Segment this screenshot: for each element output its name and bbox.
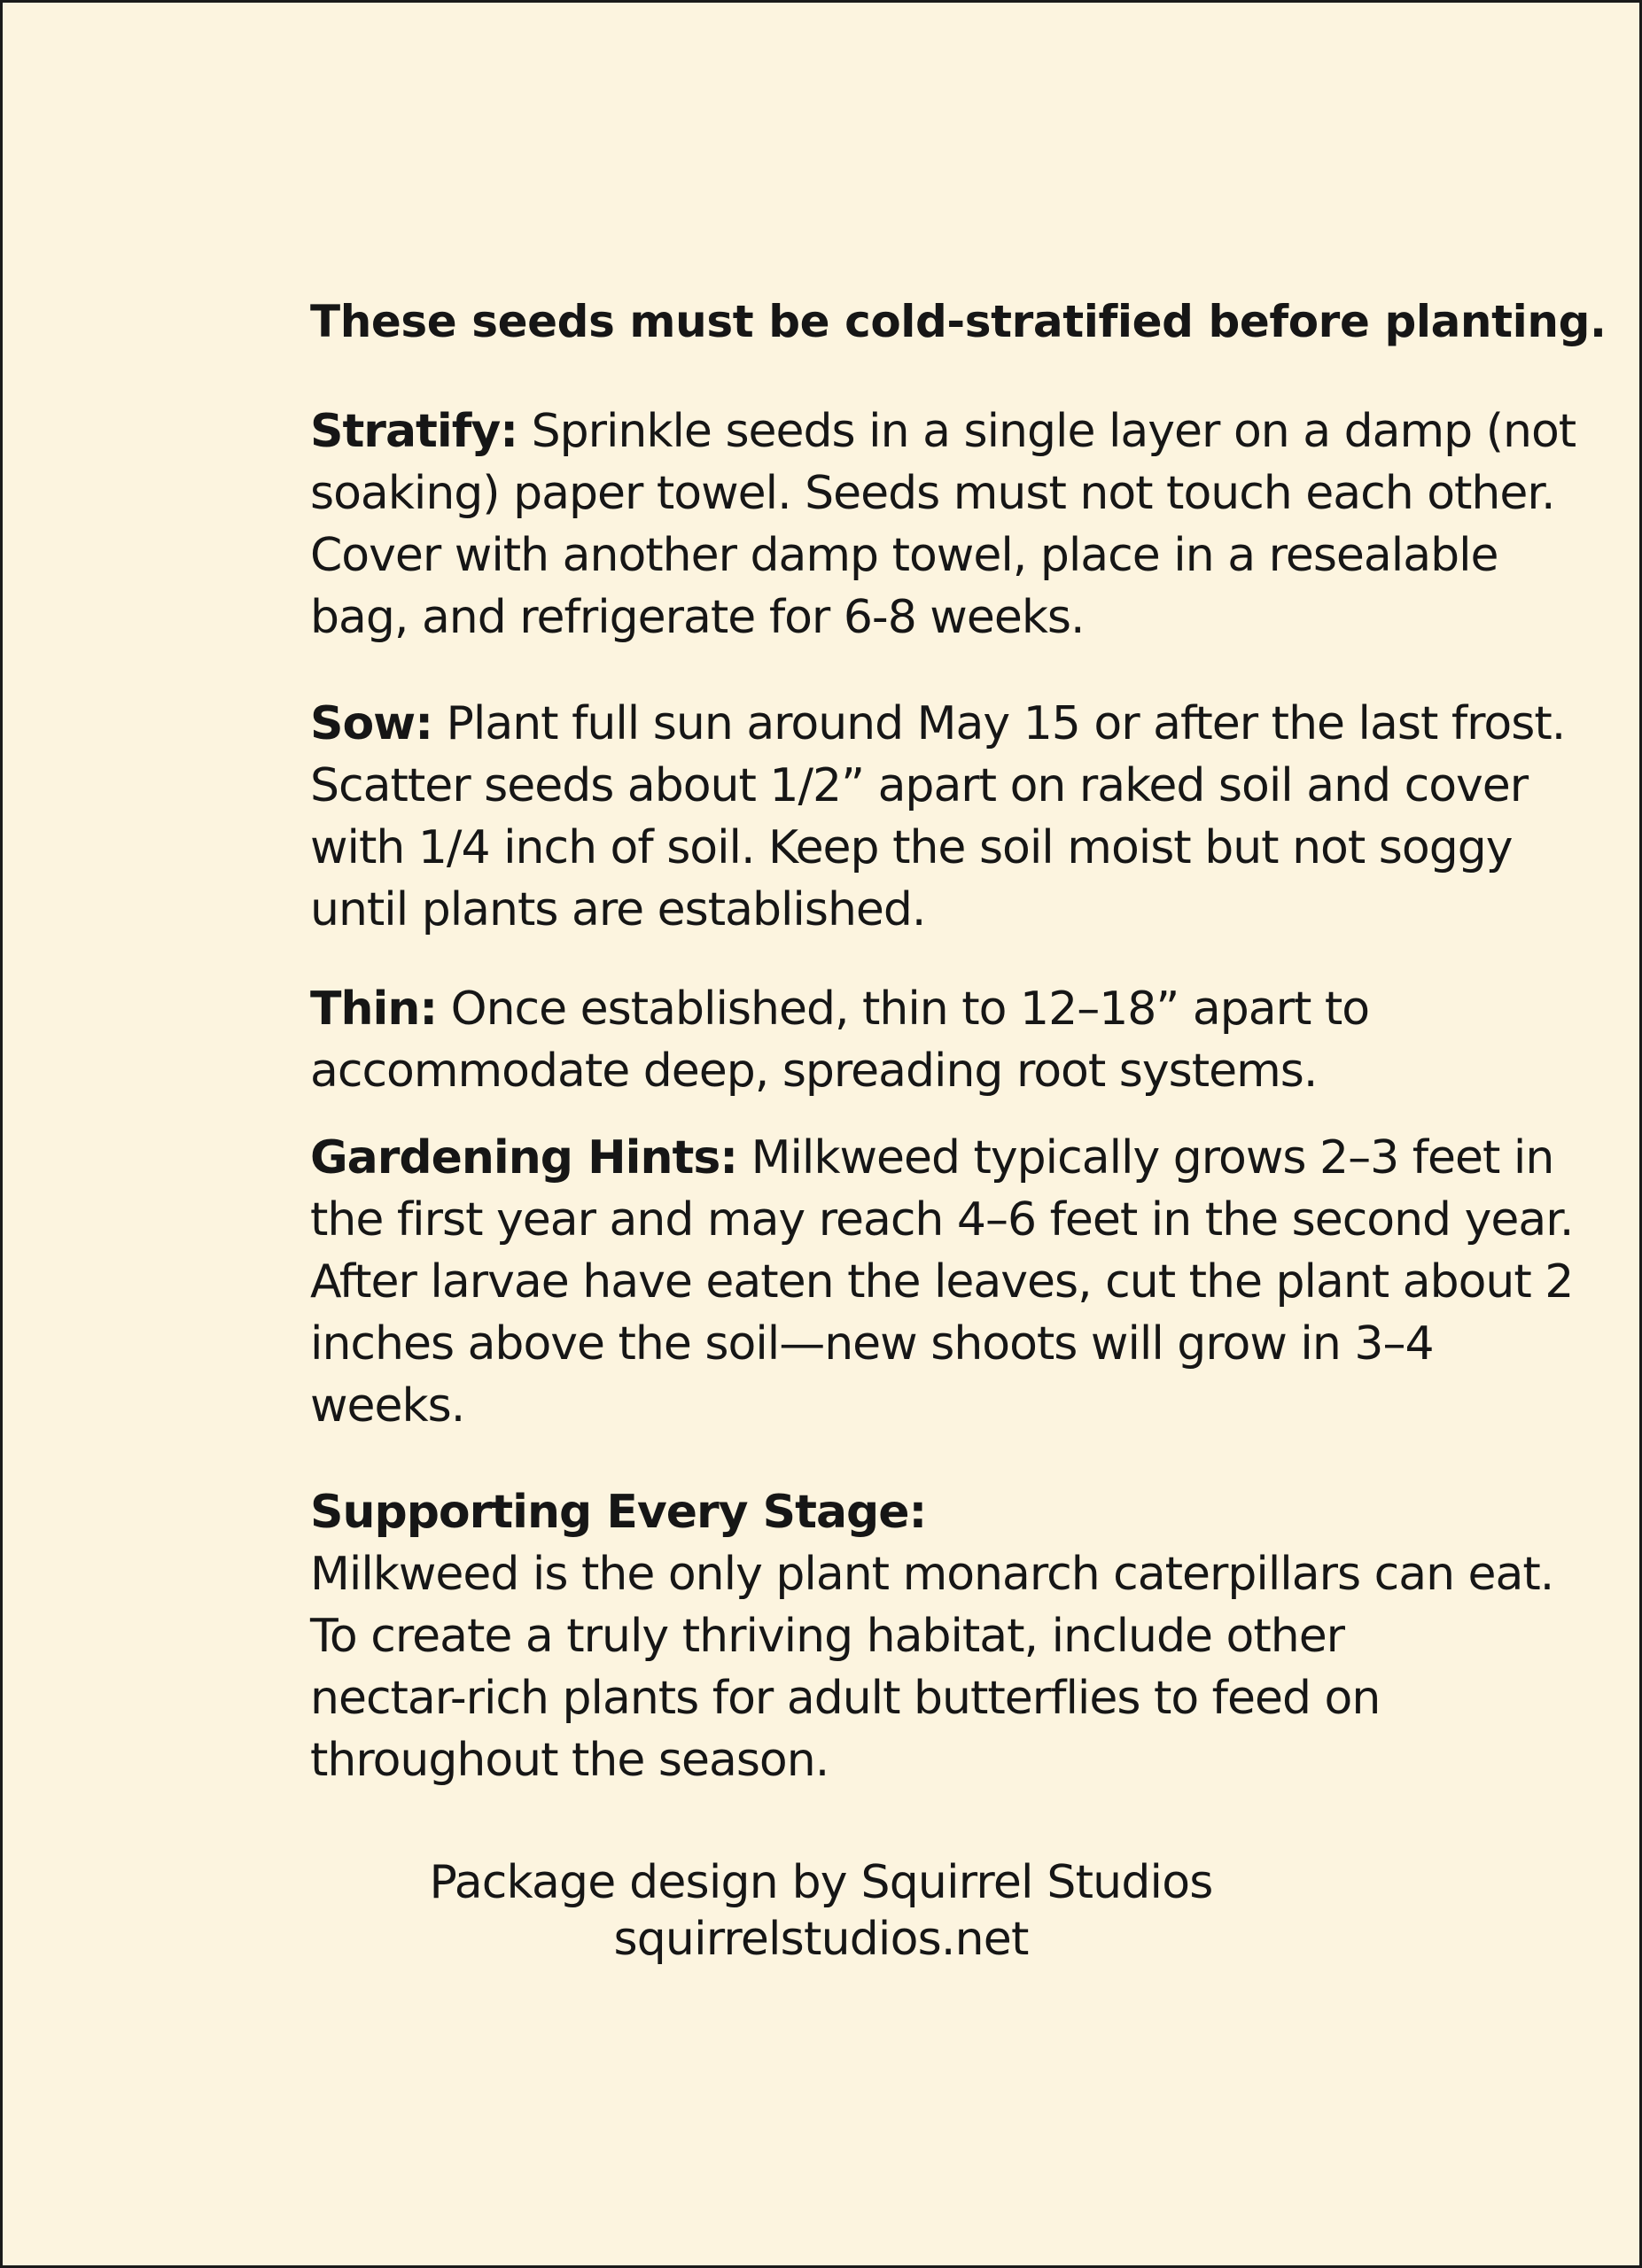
instructions [310,291,1607,1791]
hints-line-1 [310,1127,1554,1189]
sow-text-2: Scatter seeds about 1/2” apart on raked soil and cover [310,759,1529,812]
thin-text-1: Once established, thin to 12–18” apart to [437,983,1370,1036]
credits [3,1854,1639,1968]
hints-text-1: Milkweed typically grows 2–3 feet in [737,1131,1554,1184]
support-label: Supporting Every Stage: [310,1486,927,1539]
thin-line-1 [310,978,1551,1040]
section-supporting-every-stage [310,1481,1554,1791]
stratify-text-2: soaking) paper towel. Seeds must not touch each other. [310,467,1555,520]
section-gardening-hints [310,1127,1574,1437]
support-text-1: Milkweed is the only plant monarch caterpillars can eat. [310,1548,1554,1601]
sow-text-3: with 1/4 inch of soil. Keep the soil moist but not soggy [310,821,1513,874]
support-text-4: throughout the season. [310,1734,829,1787]
sow-text-1: Plant full sun around May 15 or after the last frost. [432,697,1566,750]
hints-text-4: inches above the soil—new shoots will grow in 3–4 [310,1317,1434,1371]
section-thin [310,978,1551,1102]
stratify-text-3: Cover with another damp towel, place in a resealable [310,529,1498,582]
section-sow [310,693,1566,941]
stratify-line-1 [310,400,1576,462]
stratify-text-4: bag, and refrigerate for 6-8 weeks. [310,591,1085,644]
support-text-2: To create a truly thriving habitat, include other [310,1610,1345,1663]
hints-text-2: the first year and may reach 4–6 feet in the second year. [310,1193,1574,1247]
sow-label: Sow: [310,697,433,750]
hints-text-5: weeks. [310,1379,465,1433]
hints-label: Gardening Hints: [310,1131,738,1184]
stratify-text-1: Sprinkle seeds in a single layer on a damp (not [518,405,1576,458]
headline: These seeds must be cold-stratified before planting. [310,296,1607,347]
support-text-3: nectar-rich plants for adult butterflies to feed on [310,1672,1381,1725]
thin-label: Thin: [310,983,438,1036]
thin-text-2: accommodate deep, spreading root systems. [310,1045,1318,1098]
sow-line-1 [310,693,1566,755]
stratify-label: Stratify: [310,405,518,458]
website-text: squirrelstudios.net [613,1913,1029,1966]
section-stratify [310,400,1576,649]
design-credit: Package design by Squirrel Studios [429,1856,1213,1909]
sow-text-4: until plants are established. [310,883,926,936]
hints-text-3: After larvae have eaten the leaves, cut the plant about 2 [310,1255,1574,1309]
